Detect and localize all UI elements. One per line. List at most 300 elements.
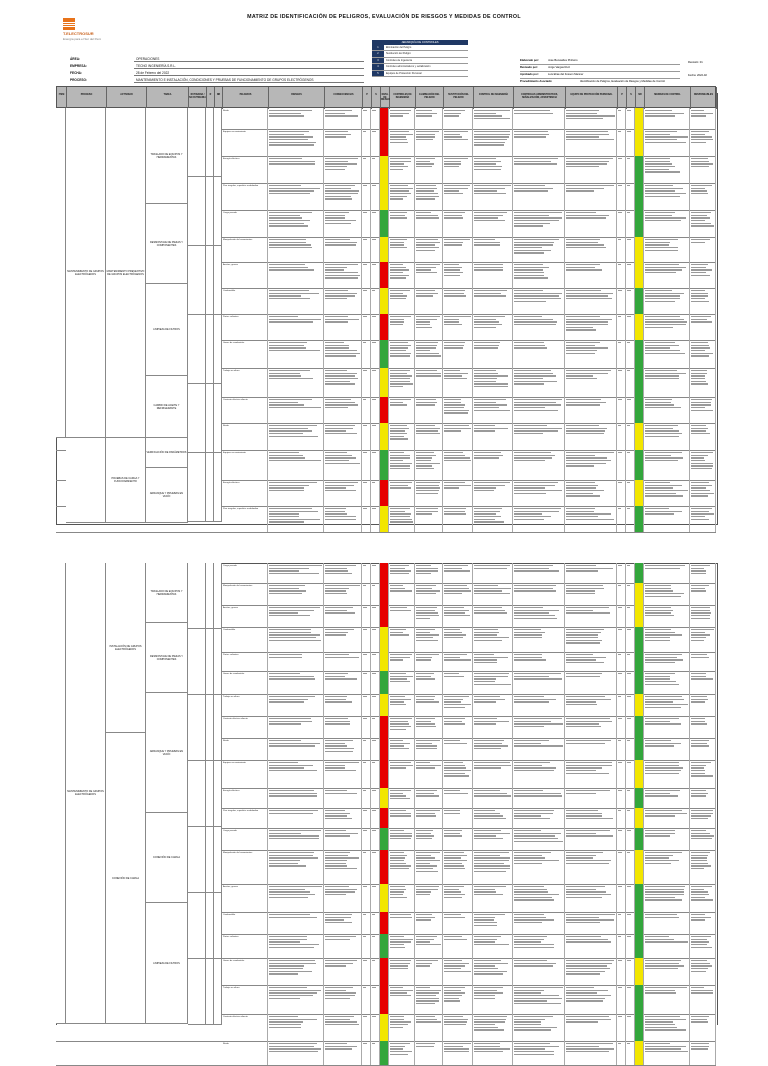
table-cell bbox=[690, 1014, 716, 1041]
table-cell bbox=[513, 583, 565, 605]
table-cell bbox=[617, 694, 626, 716]
table-cell bbox=[473, 884, 513, 912]
process-label: PROCESO: bbox=[70, 78, 88, 82]
table-cell bbox=[617, 850, 626, 884]
table-cell bbox=[443, 934, 473, 958]
table-cell bbox=[415, 958, 443, 985]
merged-cell bbox=[206, 827, 214, 893]
table-cell bbox=[389, 397, 415, 423]
table-cell bbox=[389, 627, 415, 652]
hazard-cell: Energía eléctrica bbox=[222, 788, 268, 808]
table-cell bbox=[513, 314, 565, 340]
merged-cell: MANTENIMIENTO DE GRUPOS ELECTRÓGENOS bbox=[66, 563, 106, 1024]
residual-risk-cell bbox=[635, 129, 644, 156]
table-cell bbox=[268, 788, 324, 808]
table-cell bbox=[644, 1014, 690, 1041]
hazard-cell: Energía eléctrica bbox=[222, 156, 268, 183]
table-cell bbox=[362, 108, 371, 129]
table-cell bbox=[690, 652, 716, 671]
table-cell bbox=[690, 183, 716, 210]
merged-cell bbox=[206, 384, 214, 453]
column-header: S bbox=[627, 87, 636, 109]
table-cell bbox=[415, 262, 443, 288]
hazard-cell: Trabajo en altura bbox=[222, 985, 268, 1014]
table-cell bbox=[644, 563, 690, 583]
merged-cell bbox=[214, 893, 222, 959]
table-cell bbox=[362, 605, 371, 627]
table-cell bbox=[415, 671, 443, 694]
table-cell bbox=[443, 760, 473, 788]
table-cell bbox=[389, 958, 415, 985]
table-cell bbox=[268, 694, 324, 716]
risk-level-cell bbox=[380, 368, 389, 397]
table-cell bbox=[415, 423, 443, 450]
table-cell bbox=[690, 423, 716, 450]
hazard-cell: Equipos en movimiento bbox=[222, 760, 268, 788]
risk-level-cell bbox=[380, 423, 389, 450]
table-cell bbox=[371, 671, 380, 694]
table-cell bbox=[389, 738, 415, 760]
risk-level-cell bbox=[380, 912, 389, 934]
table-cell bbox=[268, 671, 324, 694]
column-header: PROCESO bbox=[67, 87, 107, 109]
table-cell bbox=[362, 1014, 371, 1041]
table-cell bbox=[644, 850, 690, 884]
hazard-cell: Ruido bbox=[222, 1041, 268, 1065]
merged-cell: ARRANQUE Y PRUEBAS EN VACÍO bbox=[146, 693, 188, 813]
table-cell bbox=[626, 563, 635, 583]
table-cell bbox=[513, 1014, 565, 1041]
table-cell bbox=[324, 262, 362, 288]
table-cell bbox=[268, 423, 324, 450]
table-cell bbox=[443, 1014, 473, 1041]
table-cell bbox=[690, 450, 716, 480]
table-cell bbox=[617, 397, 626, 423]
table-cell bbox=[443, 738, 473, 760]
table-cell bbox=[268, 850, 324, 884]
table-cell bbox=[626, 850, 635, 884]
table-cell bbox=[617, 1014, 626, 1041]
hazard-cell: Ruido bbox=[222, 738, 268, 760]
table-cell bbox=[371, 850, 380, 884]
date-label: FECHA: bbox=[70, 71, 83, 75]
hazard-cell: Contacto eléctrico directo bbox=[222, 716, 268, 738]
merged-cell: CONEXIÓN DE CARGA bbox=[106, 733, 146, 1024]
risk-level-cell bbox=[380, 129, 389, 156]
table-cell bbox=[362, 129, 371, 156]
table-cell bbox=[644, 627, 690, 652]
table-cell bbox=[371, 934, 380, 958]
table-cell bbox=[565, 397, 617, 423]
table-cell bbox=[389, 652, 415, 671]
merged-cell bbox=[188, 761, 206, 827]
table-cell bbox=[324, 583, 362, 605]
table-cell bbox=[362, 368, 371, 397]
residual-risk-cell bbox=[635, 671, 644, 694]
table-cell bbox=[389, 450, 415, 480]
table-cell bbox=[415, 850, 443, 884]
table-cell bbox=[565, 288, 617, 314]
residual-risk-cell bbox=[635, 627, 644, 652]
merged-cell bbox=[214, 563, 222, 629]
column-header: ELIMINACIÓN DEL PELIGRO bbox=[416, 87, 444, 109]
table-cell bbox=[371, 958, 380, 985]
merged-cell bbox=[206, 315, 214, 384]
residual-risk-cell bbox=[635, 423, 644, 450]
table-cell bbox=[324, 850, 362, 884]
residual-risk-cell bbox=[635, 183, 644, 210]
table-cell bbox=[443, 627, 473, 652]
table-cell bbox=[362, 808, 371, 828]
merged-cell bbox=[66, 438, 106, 523]
risk-level-cell bbox=[380, 314, 389, 340]
table-cell bbox=[513, 262, 565, 288]
table-cell bbox=[690, 1041, 716, 1065]
table-cell bbox=[362, 850, 371, 884]
table-cell bbox=[362, 1041, 371, 1065]
table-cell bbox=[362, 340, 371, 368]
table-cell bbox=[617, 108, 626, 129]
residual-risk-cell bbox=[635, 450, 644, 480]
table-cell bbox=[362, 237, 371, 262]
table-cell bbox=[617, 652, 626, 671]
merged-cell bbox=[188, 246, 206, 315]
table-cell bbox=[415, 156, 443, 183]
table-cell bbox=[415, 1014, 443, 1041]
table-cell bbox=[324, 760, 362, 788]
residual-risk-cell bbox=[635, 694, 644, 716]
table-cell bbox=[371, 156, 380, 183]
table-cell bbox=[324, 605, 362, 627]
table-cell bbox=[443, 716, 473, 738]
table-cell bbox=[415, 652, 443, 671]
column-header: CONTROL DE INGENIERÍA bbox=[474, 87, 514, 109]
hazard-cell: Aceites, grasas bbox=[222, 605, 268, 627]
table-cell bbox=[690, 694, 716, 716]
merged-cell bbox=[214, 384, 222, 453]
residual-risk-cell bbox=[635, 237, 644, 262]
table-cell bbox=[389, 850, 415, 884]
merged-cell bbox=[214, 177, 222, 246]
column-header: TAREA bbox=[147, 87, 189, 109]
table-cell bbox=[626, 934, 635, 958]
table-cell bbox=[513, 808, 565, 828]
table-cell bbox=[443, 262, 473, 288]
table-cell bbox=[389, 828, 415, 850]
table-cell bbox=[617, 671, 626, 694]
table-cell bbox=[268, 397, 324, 423]
table-cell bbox=[443, 850, 473, 884]
residual-risk-cell bbox=[635, 397, 644, 423]
table-cell bbox=[617, 210, 626, 237]
merged-cell bbox=[188, 563, 206, 629]
table-cell bbox=[617, 985, 626, 1014]
table-cell bbox=[626, 262, 635, 288]
merged-cell: MANTENIMIENTO DE GRUPOS ELECTRÓGENOS bbox=[66, 108, 106, 438]
table-cell bbox=[626, 808, 635, 828]
table-cell bbox=[690, 716, 716, 738]
table-cell bbox=[473, 652, 513, 671]
table-cell bbox=[617, 368, 626, 397]
table-cell bbox=[362, 210, 371, 237]
table-cell bbox=[565, 506, 617, 532]
table-cell bbox=[473, 760, 513, 788]
table-cell bbox=[415, 237, 443, 262]
table-cell bbox=[268, 506, 324, 532]
merged-cell bbox=[206, 761, 214, 827]
table-cell bbox=[443, 314, 473, 340]
table-cell bbox=[443, 808, 473, 828]
merged-cell bbox=[214, 959, 222, 1025]
table-cell bbox=[324, 340, 362, 368]
column-header: RESPONSABLES bbox=[691, 87, 717, 109]
table-cell bbox=[389, 340, 415, 368]
table-cell bbox=[473, 605, 513, 627]
table-cell bbox=[617, 627, 626, 652]
residual-risk-cell bbox=[635, 828, 644, 850]
table-cell bbox=[513, 912, 565, 934]
table-cell bbox=[644, 397, 690, 423]
merged-cell bbox=[214, 315, 222, 384]
table-cell bbox=[617, 563, 626, 583]
table-cell bbox=[626, 506, 635, 532]
merged-cell bbox=[188, 384, 206, 453]
table-cell bbox=[443, 652, 473, 671]
table-cell bbox=[473, 423, 513, 450]
risk-level-cell bbox=[380, 627, 389, 652]
table-cell bbox=[626, 788, 635, 808]
column-header: EQUIPO DE PROTECCIÓN PERSONAL bbox=[566, 87, 618, 109]
table-cell bbox=[513, 850, 565, 884]
table-cell bbox=[324, 738, 362, 760]
hazard-cell: Manipulación de herramientas bbox=[222, 850, 268, 884]
table-cell bbox=[644, 506, 690, 532]
table-cell bbox=[690, 760, 716, 788]
table-cell bbox=[473, 627, 513, 652]
table-cell bbox=[565, 368, 617, 397]
table-cell bbox=[362, 788, 371, 808]
table-cell bbox=[626, 828, 635, 850]
table-cell bbox=[268, 828, 324, 850]
table-cell bbox=[626, 340, 635, 368]
hazard-cell: Gases de combustión bbox=[222, 340, 268, 368]
table-cell bbox=[389, 694, 415, 716]
residual-risk-cell bbox=[635, 108, 644, 129]
column-header: MEDIDAS DE CONTROL bbox=[645, 87, 691, 109]
table-cell bbox=[626, 652, 635, 671]
table-cell bbox=[324, 210, 362, 237]
table-cell bbox=[371, 652, 380, 671]
document-meta: Elaborado por: Jose Benavides Pinheiro Revisado por: Jorge Vargas Ruiz Aprobado por: Luis Elías del Fosson Manner Procedimiento Asociado: Identificación de Peligros, Evaluación de Riesgos y Medidas de Control bbox=[520, 58, 680, 85]
table-cell bbox=[513, 108, 565, 129]
risk-level-cell bbox=[380, 262, 389, 288]
area-value: OPERACIONES bbox=[136, 57, 160, 61]
hazard-cell: Manipulación de herramientas bbox=[222, 237, 268, 262]
table-cell bbox=[513, 450, 565, 480]
table-cell bbox=[565, 583, 617, 605]
table-cell bbox=[389, 480, 415, 506]
hazard-cell: Ruido bbox=[222, 108, 268, 129]
table-cell bbox=[371, 314, 380, 340]
hazard-cell: Energía eléctrica bbox=[222, 480, 268, 506]
hazard-cell: Partes calientes bbox=[222, 314, 268, 340]
table-cell bbox=[268, 583, 324, 605]
table-cell bbox=[473, 828, 513, 850]
merged-cell: PRUEBAS DE CARGA Y FUNCIONAMIENTO bbox=[106, 438, 146, 523]
table-cell bbox=[565, 985, 617, 1014]
table-cell bbox=[690, 506, 716, 532]
merged-cell: TRASLADO DE EQUIPOS Y HERRAMIENTAS bbox=[146, 108, 188, 204]
table-cell bbox=[565, 480, 617, 506]
table-cell bbox=[626, 958, 635, 985]
table-cell bbox=[415, 627, 443, 652]
table-cell bbox=[268, 563, 324, 583]
risk-level-cell bbox=[380, 850, 389, 884]
table-cell bbox=[324, 912, 362, 934]
column-header: SUSTITUCIÓN DEL PELIGRO bbox=[444, 87, 474, 109]
table-cell bbox=[473, 563, 513, 583]
document-header bbox=[0, 0, 768, 93]
residual-risk-cell bbox=[635, 262, 644, 288]
merged-cell: LIMPIEZA DE FILTROS bbox=[146, 284, 188, 376]
table-cell bbox=[268, 183, 324, 210]
table-cell bbox=[473, 156, 513, 183]
table-cell bbox=[690, 210, 716, 237]
merged-cell bbox=[188, 893, 206, 959]
table-cell bbox=[324, 808, 362, 828]
table-cell bbox=[268, 912, 324, 934]
table-cell bbox=[268, 450, 324, 480]
table-cell bbox=[565, 450, 617, 480]
hazard-cell: Carga pesada bbox=[222, 210, 268, 237]
table-cell bbox=[324, 958, 362, 985]
table-cell bbox=[473, 506, 513, 532]
residual-risk-cell bbox=[635, 652, 644, 671]
table-cell bbox=[443, 694, 473, 716]
hazard-cell: Contacto eléctrico directo bbox=[222, 397, 268, 423]
risk-level-cell bbox=[380, 605, 389, 627]
residual-risk-cell bbox=[635, 808, 644, 828]
table-cell bbox=[362, 288, 371, 314]
table-cell bbox=[617, 450, 626, 480]
table-cell bbox=[324, 368, 362, 397]
table-cell bbox=[443, 368, 473, 397]
table-cell bbox=[443, 912, 473, 934]
table-cell bbox=[617, 506, 626, 532]
risk-level-cell bbox=[380, 738, 389, 760]
table-cell bbox=[371, 480, 380, 506]
table-cell bbox=[415, 210, 443, 237]
risk-level-cell bbox=[380, 788, 389, 808]
table-cell bbox=[415, 506, 443, 532]
table-cell bbox=[473, 958, 513, 985]
table-cell bbox=[626, 583, 635, 605]
table-cell bbox=[565, 237, 617, 262]
table-cell bbox=[690, 340, 716, 368]
table-cell bbox=[473, 340, 513, 368]
risk-level-cell bbox=[380, 1041, 389, 1065]
table-cell bbox=[371, 738, 380, 760]
table-cell bbox=[565, 912, 617, 934]
table-cell bbox=[565, 884, 617, 912]
residual-risk-cell bbox=[635, 156, 644, 183]
table-cell bbox=[644, 884, 690, 912]
table-cell bbox=[473, 210, 513, 237]
logo-name: T.ELECTROSUR bbox=[63, 31, 94, 36]
table-cell bbox=[268, 738, 324, 760]
residual-risk-cell bbox=[635, 850, 644, 884]
table-cell bbox=[565, 340, 617, 368]
column-header: NIVEL DE RIESGO bbox=[381, 87, 390, 109]
table-cell bbox=[389, 808, 415, 828]
table-cell bbox=[565, 934, 617, 958]
table-cell bbox=[324, 563, 362, 583]
table-cell bbox=[443, 958, 473, 985]
merged-cell bbox=[206, 453, 214, 522]
table-cell bbox=[362, 934, 371, 958]
table-cell bbox=[443, 340, 473, 368]
table-cell bbox=[626, 1041, 635, 1065]
table-cell bbox=[513, 788, 565, 808]
table-cell bbox=[513, 738, 565, 760]
table-cell bbox=[617, 340, 626, 368]
legend-title: JERARQUÍA DE CONTROLES bbox=[372, 40, 468, 45]
table-cell bbox=[690, 828, 716, 850]
table-cell bbox=[513, 884, 565, 912]
risk-level-cell bbox=[380, 108, 389, 129]
risk-level-cell bbox=[380, 183, 389, 210]
table-cell bbox=[389, 788, 415, 808]
table-cell bbox=[415, 760, 443, 788]
table-cell bbox=[565, 716, 617, 738]
merged-cell bbox=[214, 695, 222, 761]
table-cell bbox=[389, 314, 415, 340]
table-cell bbox=[565, 423, 617, 450]
merged-cell: INSTALACIÓN DE GRUPOS ELECTRÓGENOS bbox=[106, 563, 146, 733]
table-cell bbox=[690, 129, 716, 156]
table-cell bbox=[513, 340, 565, 368]
merged-cell bbox=[188, 959, 206, 1025]
merged-cell: LIMPIEZA DE FILTROS bbox=[146, 903, 188, 1024]
table-cell bbox=[268, 288, 324, 314]
table-cell bbox=[371, 985, 380, 1014]
table-cell bbox=[473, 183, 513, 210]
table-cell bbox=[324, 237, 362, 262]
table-cell bbox=[389, 183, 415, 210]
hazard-cell: Piso irregular, superficie resbaladiza bbox=[222, 183, 268, 210]
table-cell bbox=[389, 108, 415, 129]
table-cell bbox=[644, 108, 690, 129]
table-cell bbox=[626, 480, 635, 506]
table-cell bbox=[644, 985, 690, 1014]
table-cell bbox=[617, 288, 626, 314]
merged-cell bbox=[214, 246, 222, 315]
table-cell bbox=[268, 808, 324, 828]
table-cell bbox=[473, 108, 513, 129]
column-header: CONTROLES DE INGENIERÍA bbox=[390, 87, 416, 109]
table-cell bbox=[617, 1041, 626, 1065]
table-cell bbox=[389, 985, 415, 1014]
table-cell bbox=[626, 237, 635, 262]
table-cell bbox=[473, 808, 513, 828]
residual-risk-cell bbox=[635, 605, 644, 627]
table-cell bbox=[617, 423, 626, 450]
table-cell bbox=[268, 368, 324, 397]
risk-level-cell bbox=[380, 156, 389, 183]
table-cell bbox=[513, 958, 565, 985]
column-header: S bbox=[372, 87, 381, 109]
area-label: ÁREA: bbox=[70, 57, 81, 61]
